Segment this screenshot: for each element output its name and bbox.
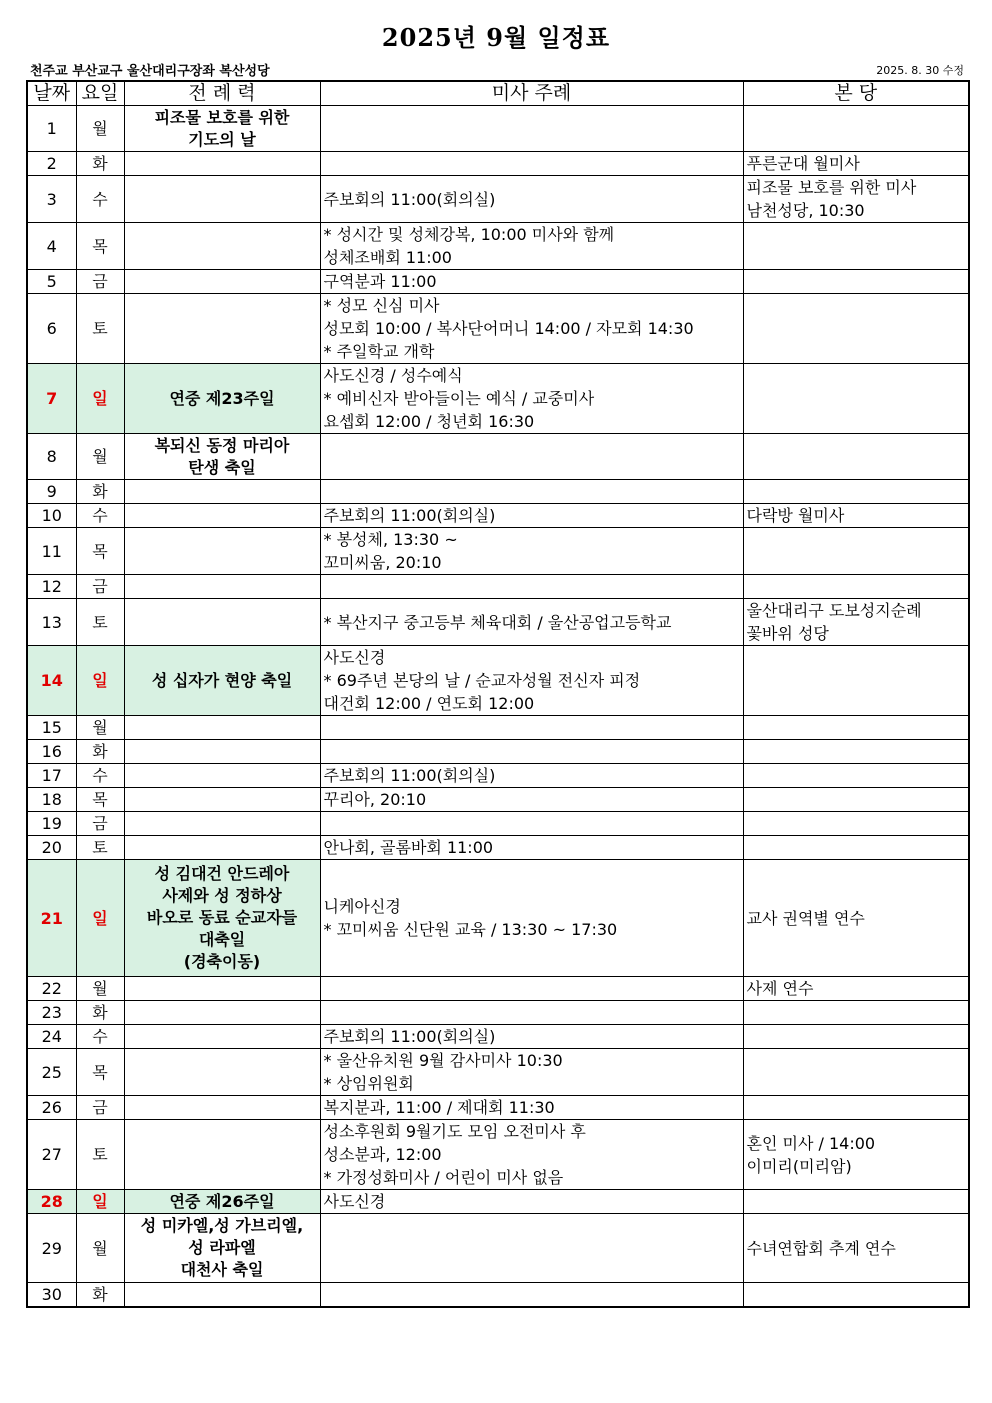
day-cell: 1 xyxy=(27,106,76,152)
weekday-cell: 수 xyxy=(76,764,124,788)
liturgy-cell: 연중 제26주일 xyxy=(124,1190,320,1214)
table-row xyxy=(27,434,969,480)
main-cell xyxy=(743,480,969,504)
table-row xyxy=(27,1283,969,1308)
liturgy-cell xyxy=(124,1096,320,1120)
day-cell: 9 xyxy=(27,480,76,504)
main-cell xyxy=(743,1096,969,1120)
table-row xyxy=(27,364,969,434)
liturgy-cell xyxy=(124,223,320,270)
weekday-cell: 금 xyxy=(76,1096,124,1120)
table-row xyxy=(27,740,969,764)
main-cell xyxy=(743,764,969,788)
weekday-cell: 월 xyxy=(76,106,124,152)
mass-cell: 주보회의 11:00(회의실) xyxy=(320,1025,743,1049)
mass-cell: 사도신경 * 69주년 본당의 날 / 순교자성월 전신자 피정 대건회 12:00 / 연도회 12:00 xyxy=(320,646,743,716)
liturgy-cell xyxy=(124,836,320,860)
table-row xyxy=(27,599,969,646)
weekday-cell: 월 xyxy=(76,716,124,740)
table-row xyxy=(27,528,969,575)
mass-cell: * 봉성체, 13:30 ~ 꼬미씨움, 20:10 xyxy=(320,528,743,575)
day-cell: 8 xyxy=(27,434,76,480)
main-cell: 울산대리구 도보성지순례 꽃바위 성당 xyxy=(743,599,969,646)
main-cell xyxy=(743,812,969,836)
weekday-cell: 일 xyxy=(76,860,124,977)
column-header-weekday: 요일 xyxy=(76,81,124,106)
main-cell xyxy=(743,646,969,716)
weekday-cell: 토 xyxy=(76,1120,124,1190)
liturgy-cell: 연중 제23주일 xyxy=(124,364,320,434)
table-row xyxy=(27,812,969,836)
weekday-cell: 일 xyxy=(76,1190,124,1214)
day-cell: 16 xyxy=(27,740,76,764)
day-cell: 19 xyxy=(27,812,76,836)
table-row xyxy=(27,1120,969,1190)
main-cell xyxy=(743,270,969,294)
main-cell: 수녀연합회 추계 연수 xyxy=(743,1214,969,1283)
main-cell xyxy=(743,836,969,860)
day-cell: 27 xyxy=(27,1120,76,1190)
liturgy-cell xyxy=(124,480,320,504)
weekday-cell: 금 xyxy=(76,812,124,836)
liturgy-cell xyxy=(124,270,320,294)
table-row xyxy=(27,1096,969,1120)
day-cell: 12 xyxy=(27,575,76,599)
weekday-cell: 월 xyxy=(76,1214,124,1283)
mass-cell: 니케아신경 * 꼬미씨움 신단원 교육 / 13:30 ~ 17:30 xyxy=(320,860,743,977)
liturgy-cell xyxy=(124,1001,320,1025)
table-row xyxy=(27,152,969,176)
mass-cell: * 울산유치원 9월 감사미사 10:30 * 상임위원회 xyxy=(320,1049,743,1096)
page-title: 2025년 9월 일정표 xyxy=(381,23,611,52)
liturgy-cell xyxy=(124,764,320,788)
main-cell xyxy=(743,528,969,575)
day-cell: 3 xyxy=(27,176,76,223)
weekday-cell: 일 xyxy=(76,364,124,434)
table-row xyxy=(27,270,969,294)
weekday-cell: 토 xyxy=(76,836,124,860)
liturgy-cell xyxy=(124,812,320,836)
main-cell xyxy=(743,434,969,480)
liturgy-cell xyxy=(124,1025,320,1049)
weekday-cell: 화 xyxy=(76,480,124,504)
column-header-liturgy: 전 례 력 xyxy=(124,81,320,106)
day-cell: 11 xyxy=(27,528,76,575)
day-cell: 21 xyxy=(27,860,76,977)
liturgy-cell: 피조물 보호를 위한 기도의 날 xyxy=(124,106,320,152)
liturgy-cell xyxy=(124,599,320,646)
main-cell xyxy=(743,364,969,434)
mass-cell: * 성시간 및 성체강복, 10:00 미사와 함께 성체조배회 11:00 xyxy=(320,223,743,270)
mass-cell: * 성모 신심 미사 성모회 10:00 / 복사단어머니 14:00 / 자모회 14:30 * 주일학교 개학 xyxy=(320,294,743,364)
liturgy-cell xyxy=(124,977,320,1001)
table-row xyxy=(27,1025,969,1049)
day-cell: 7 xyxy=(27,364,76,434)
main-cell: 푸른군대 월미사 xyxy=(743,152,969,176)
weekday-cell: 수 xyxy=(76,176,124,223)
liturgy-cell: 성 십자가 현양 축일 xyxy=(124,646,320,716)
mass-cell: 주보회의 11:00(회의실) xyxy=(320,764,743,788)
weekday-cell: 월 xyxy=(76,977,124,1001)
mass-cell: 사도신경 xyxy=(320,1190,743,1214)
day-cell: 14 xyxy=(27,646,76,716)
header-row xyxy=(27,81,969,106)
weekday-cell: 목 xyxy=(76,1049,124,1096)
table-row xyxy=(27,716,969,740)
liturgy-cell xyxy=(124,152,320,176)
mass-cell xyxy=(320,1001,743,1025)
mass-cell: 주보회의 11:00(회의실) xyxy=(320,176,743,223)
liturgy-cell: 성 미카엘,성 가브리엘, 성 라파엘 대천사 축일 xyxy=(124,1214,320,1283)
day-cell: 26 xyxy=(27,1096,76,1120)
main-cell: 피조물 보호를 위한 미사 남천성당, 10:30 xyxy=(743,176,969,223)
mass-cell xyxy=(320,152,743,176)
table-row xyxy=(27,1214,969,1283)
liturgy-cell xyxy=(124,1049,320,1096)
liturgy-cell xyxy=(124,575,320,599)
revision-date: 2025. 8. 30 수정 xyxy=(876,64,964,77)
table-row xyxy=(27,646,969,716)
liturgy-cell xyxy=(124,176,320,223)
liturgy-cell: 성 김대건 안드레아 사제와 성 정하상 바오로 동료 순교자들 대축일 (경축이동) xyxy=(124,860,320,977)
table-row xyxy=(27,575,969,599)
day-cell: 4 xyxy=(27,223,76,270)
schedule-table xyxy=(26,80,970,1308)
weekday-cell: 목 xyxy=(76,788,124,812)
weekday-cell: 금 xyxy=(76,270,124,294)
day-cell: 22 xyxy=(27,977,76,1001)
day-cell: 23 xyxy=(27,1001,76,1025)
mass-cell xyxy=(320,575,743,599)
day-cell: 6 xyxy=(27,294,76,364)
day-cell: 17 xyxy=(27,764,76,788)
mass-cell: 복지분과, 11:00 / 제대회 11:30 xyxy=(320,1096,743,1120)
table-row xyxy=(27,1001,969,1025)
mass-cell: * 복산지구 중고등부 체육대회 / 울산공업고등학교 xyxy=(320,599,743,646)
column-header-mass: 미사 주례 xyxy=(320,81,743,106)
mass-cell: 사도신경 / 성수예식 * 예비신자 받아들이는 예식 / 교중미사 요셉회 12:00 / 청년회 16:30 xyxy=(320,364,743,434)
mass-cell xyxy=(320,434,743,480)
main-cell xyxy=(743,1190,969,1214)
main-cell xyxy=(743,1283,969,1308)
table-row xyxy=(27,860,969,977)
day-cell: 18 xyxy=(27,788,76,812)
table-row xyxy=(27,1190,969,1214)
day-cell: 20 xyxy=(27,836,76,860)
table-row xyxy=(27,480,969,504)
day-cell: 5 xyxy=(27,270,76,294)
mass-cell: 성소후원회 9월기도 모임 오전미사 후 성소분과, 12:00 * 가정성화미사 / 어린이 미사 없음 xyxy=(320,1120,743,1190)
liturgy-cell xyxy=(124,528,320,575)
weekday-cell: 화 xyxy=(76,152,124,176)
day-cell: 13 xyxy=(27,599,76,646)
weekday-cell: 토 xyxy=(76,599,124,646)
mass-cell xyxy=(320,740,743,764)
table-row xyxy=(27,977,969,1001)
main-cell xyxy=(743,223,969,270)
main-cell: 교사 권역별 연수 xyxy=(743,860,969,977)
main-cell xyxy=(743,575,969,599)
main-cell: 사제 연수 xyxy=(743,977,969,1001)
liturgy-cell xyxy=(124,1283,320,1308)
main-cell xyxy=(743,716,969,740)
liturgy-cell xyxy=(124,716,320,740)
liturgy-cell xyxy=(124,788,320,812)
mass-cell: 구역분과 11:00 xyxy=(320,270,743,294)
table-row xyxy=(27,788,969,812)
table-row xyxy=(27,106,969,152)
weekday-cell: 목 xyxy=(76,223,124,270)
main-cell xyxy=(743,1025,969,1049)
liturgy-cell xyxy=(124,740,320,764)
mass-cell xyxy=(320,977,743,1001)
main-cell: 다락방 월미사 xyxy=(743,504,969,528)
organization-label: 천주교 부산교구 울산대리구장좌 복산성당 xyxy=(30,64,270,79)
day-cell: 24 xyxy=(27,1025,76,1049)
weekday-cell: 목 xyxy=(76,528,124,575)
mass-cell xyxy=(320,1283,743,1308)
table-row xyxy=(27,176,969,223)
table-row xyxy=(27,504,969,528)
table-row xyxy=(27,836,969,860)
liturgy-cell: 복되신 동정 마리아 탄생 축일 xyxy=(124,434,320,480)
main-cell xyxy=(743,788,969,812)
weekday-cell: 수 xyxy=(76,504,124,528)
column-header-day: 날짜 xyxy=(27,81,76,106)
mass-cell xyxy=(320,812,743,836)
weekday-cell: 화 xyxy=(76,1001,124,1025)
weekday-cell: 화 xyxy=(76,1283,124,1308)
mass-cell xyxy=(320,716,743,740)
mass-cell xyxy=(320,480,743,504)
column-header-main: 본 당 xyxy=(743,81,969,106)
main-cell xyxy=(743,1049,969,1096)
weekday-cell: 토 xyxy=(76,294,124,364)
mass-cell xyxy=(320,1214,743,1283)
main-cell: 혼인 미사 / 14:00 이미리(미리암) xyxy=(743,1120,969,1190)
main-cell xyxy=(743,106,969,152)
weekday-cell: 금 xyxy=(76,575,124,599)
table-row xyxy=(27,764,969,788)
weekday-cell: 월 xyxy=(76,434,124,480)
day-cell: 25 xyxy=(27,1049,76,1096)
day-cell: 15 xyxy=(27,716,76,740)
weekday-cell: 수 xyxy=(76,1025,124,1049)
main-cell xyxy=(743,294,969,364)
weekday-cell: 화 xyxy=(76,740,124,764)
table-row xyxy=(27,1049,969,1096)
day-cell: 28 xyxy=(27,1190,76,1214)
day-cell: 29 xyxy=(27,1214,76,1283)
liturgy-cell xyxy=(124,294,320,364)
liturgy-cell xyxy=(124,1120,320,1190)
day-cell: 30 xyxy=(27,1283,76,1308)
day-cell: 10 xyxy=(27,504,76,528)
mass-cell xyxy=(320,106,743,152)
table-row xyxy=(27,294,969,364)
table-row xyxy=(27,223,969,270)
main-cell xyxy=(743,1001,969,1025)
weekday-cell: 일 xyxy=(76,646,124,716)
liturgy-cell xyxy=(124,504,320,528)
mass-cell: 안나회, 골롬바회 11:00 xyxy=(320,836,743,860)
day-cell: 2 xyxy=(27,152,76,176)
mass-cell: 주보회의 11:00(회의실) xyxy=(320,504,743,528)
mass-cell: 꾸리아, 20:10 xyxy=(320,788,743,812)
main-cell xyxy=(743,740,969,764)
